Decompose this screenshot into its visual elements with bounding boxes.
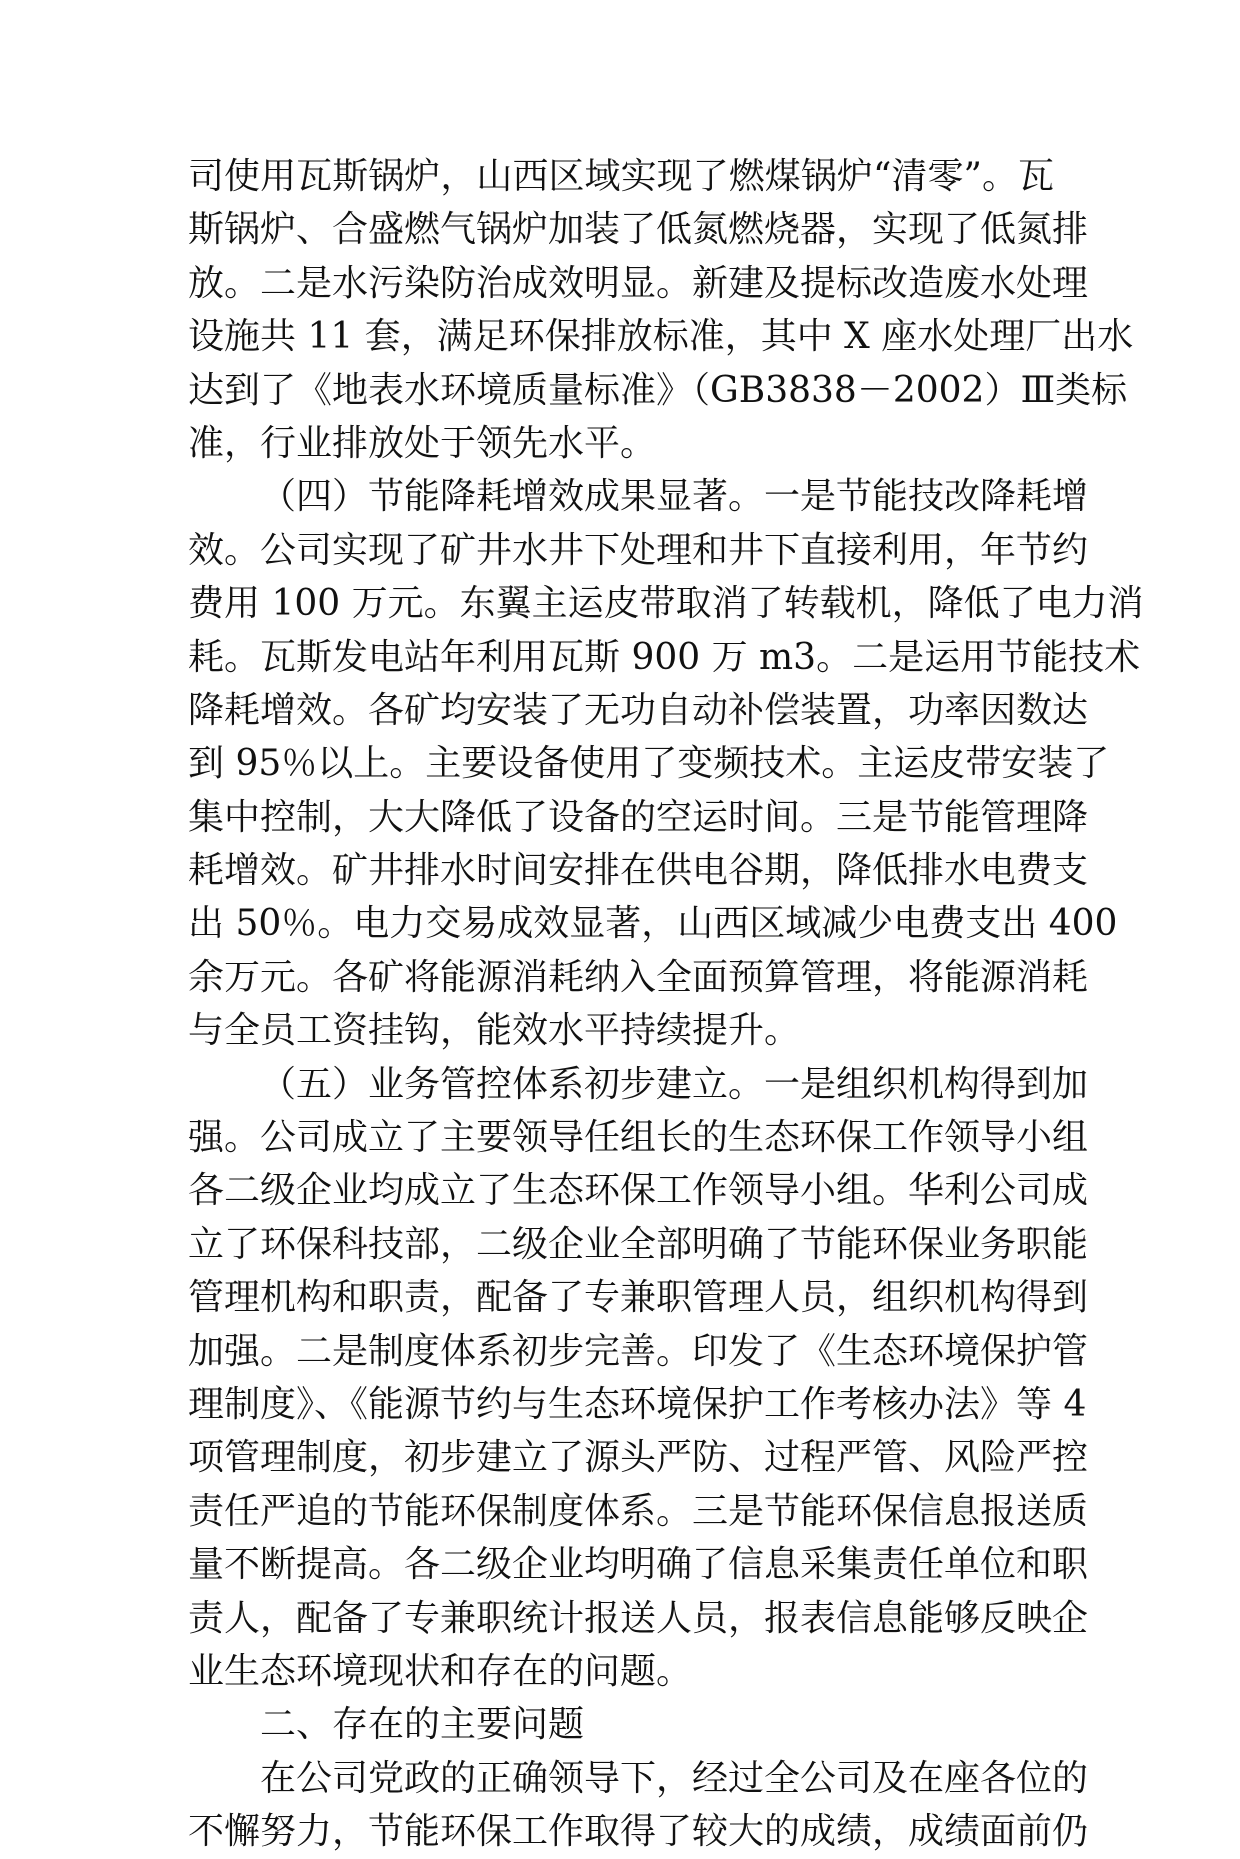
text-line: 效。公司实现了矿井水井下处理和井下直接利用，年节约: [188, 529, 1089, 571]
text-line: 责人，配备了专兼职统计报送人员，报表信息能够反映企: [188, 1597, 1089, 1639]
section-four-opening-line: （四）节能降耗增效成果显著。一是节能技改降耗增: [260, 476, 1089, 518]
text-line: 立了环保科技部，二级企业全部明确了节能环保业务职能: [188, 1223, 1089, 1265]
text-line: 不懈努力，节能环保工作取得了较大的成绩，成绩面前仍: [188, 1811, 1089, 1853]
text-line: 达到了《地表水环境质量标准》（GB3838－2002）Ⅲ类标: [188, 369, 1128, 411]
document-body: [188, 150, 1144, 1859]
text-line: 各二级企业均成立了生态环保工作领导小组。华利公司成: [188, 1170, 1089, 1212]
text-line: 放。二是水污染防治成效明显。新建及提标改造废水处理: [188, 262, 1089, 304]
text-line: 耗增效。矿井排水时间安排在供电谷期，降低排水电费支: [188, 850, 1089, 892]
text-line: 量不断提高。各二级企业均明确了信息采集责任单位和职: [188, 1544, 1089, 1586]
text-line: 准，行业排放处于领先水平。: [188, 422, 657, 464]
text-line: 强。公司成立了主要领导任组长的生态环保工作领导小组: [188, 1117, 1089, 1159]
text-line: 余万元。各矿将能源消耗纳入全面预算管理，将能源消耗: [188, 956, 1089, 998]
text-line: 斯锅炉、合盛燃气锅炉加装了低氮燃烧器，实现了低氮排: [188, 209, 1089, 251]
text-line: 与全员工资挂钩，能效水平持续提升。: [188, 1010, 801, 1052]
text-line: 集中控制，大大降低了设备的空运时间。三是节能管理降: [188, 796, 1089, 838]
text-line: 耗。瓦斯发电站年利用瓦斯 900 万 m3。二是运用节能技术: [188, 636, 1141, 678]
text-line: 司使用瓦斯锅炉，山西区域实现了燃煤锅炉“清零”。瓦: [188, 156, 1054, 197]
text-line: 加强。二是制度体系初步完善。印发了《生态环境保护管: [188, 1330, 1089, 1372]
text-line: 费用 100 万元。东翼主运皮带取消了转载机，降低了电力消: [188, 583, 1144, 625]
text-line: 降耗增效。各矿均安装了无功自动补偿装置，功率因数达: [188, 689, 1089, 731]
text-line: 管理机构和职责，配备了专兼职管理人员，组织机构得到: [188, 1277, 1089, 1319]
text-line: 业生态环境现状和存在的问题。: [188, 1650, 693, 1692]
section-five-opening-line: （五）业务管控体系初步建立。一是组织机构得到加: [260, 1063, 1089, 1105]
text-line: 出 50％。电力交易成效显著，山西区域减少电费支出 400: [188, 903, 1118, 945]
text-line: 项管理制度，初步建立了源头严防、过程严管、风险严控: [188, 1437, 1089, 1479]
section-heading: 二、存在的主要问题: [260, 1704, 585, 1746]
text-line: 理制度》、《能源节约与生态环境保护工作考核办法》等 4: [188, 1383, 1087, 1425]
paragraph-opening-line: 在公司党政的正确领导下，经过全公司及在座各位的: [260, 1757, 1089, 1799]
text-line: 责任严追的节能环保制度体系。三是节能环保信息报送质: [188, 1490, 1089, 1532]
text-line: 设施共 11 套，满足环保排放标准，其中 X 座水处理厂出水: [188, 316, 1134, 358]
text-line: 到 95％以上。主要设备使用了变频技术。主运皮带安装了: [188, 743, 1110, 785]
